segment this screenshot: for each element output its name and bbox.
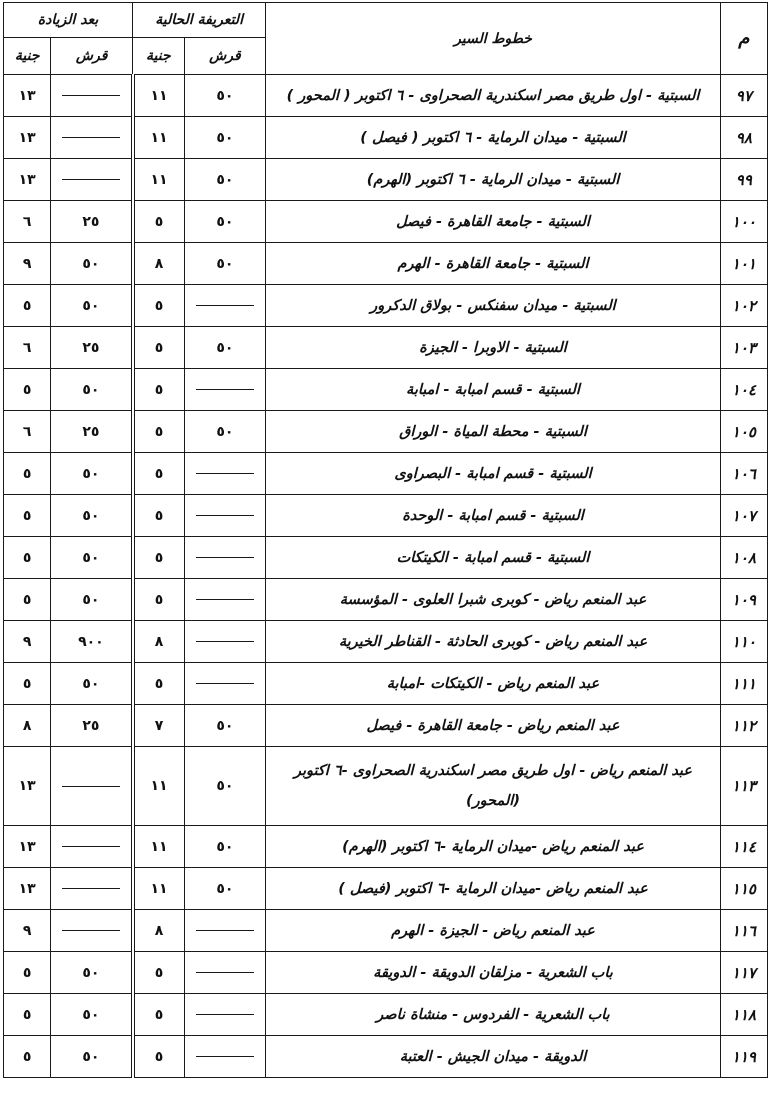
row-number: ١٠٩ xyxy=(720,579,767,621)
current-pounds: ٥ xyxy=(133,1036,185,1078)
dash-line xyxy=(196,641,254,642)
route-name: السبتية - قسم امبابة - امبابة xyxy=(266,369,721,411)
table-row xyxy=(4,1036,768,1078)
new-pounds: ٩ xyxy=(4,243,51,285)
row-number: ١٠٦ xyxy=(720,453,767,495)
dash-line xyxy=(196,473,254,474)
new-piasters xyxy=(51,117,133,159)
current-piasters: ٥٠ xyxy=(184,747,266,826)
route-name: عبد المنعم رياض - الكيتكات -امبابة xyxy=(266,663,721,705)
table-row xyxy=(4,453,768,495)
row-number: ١١٧ xyxy=(720,952,767,994)
new-pounds: ١٣ xyxy=(4,747,51,826)
new-pounds: ١٣ xyxy=(4,117,51,159)
current-pounds: ١١ xyxy=(133,826,185,868)
new-pounds: ٦ xyxy=(4,411,51,453)
table-row xyxy=(4,243,768,285)
current-piasters xyxy=(184,1036,266,1078)
dash-line xyxy=(196,599,254,600)
current-piasters xyxy=(184,663,266,705)
dash-line xyxy=(62,786,120,787)
current-pounds: ٥ xyxy=(133,663,185,705)
new-pounds: ٥ xyxy=(4,369,51,411)
table-row xyxy=(4,285,768,327)
header-current-piasters: قرش xyxy=(184,38,266,75)
new-pounds: ٥ xyxy=(4,285,51,327)
current-piasters xyxy=(184,621,266,663)
new-pounds: ٥ xyxy=(4,495,51,537)
current-piasters: ٥٠ xyxy=(184,411,266,453)
new-piasters: ٥٠ xyxy=(51,537,133,579)
current-pounds: ٥ xyxy=(133,453,185,495)
new-pounds: ٥ xyxy=(4,952,51,994)
current-piasters: ٥٠ xyxy=(184,327,266,369)
row-number: ١١٤ xyxy=(720,826,767,868)
route-name: عبد المنعم رياض - كوبرى الحادثة - القناطر الخيرية xyxy=(266,621,721,663)
table-row xyxy=(4,994,768,1036)
current-pounds: ٥ xyxy=(133,369,185,411)
table-row xyxy=(4,705,768,747)
new-pounds: ٥ xyxy=(4,537,51,579)
route-name: السبتية - محطة المياة - الوراق xyxy=(266,411,721,453)
new-piasters: ٥٠ xyxy=(51,663,133,705)
new-piasters: ٥٠ xyxy=(51,579,133,621)
current-pounds: ٥ xyxy=(133,952,185,994)
row-number: ٩٩ xyxy=(720,159,767,201)
table-row xyxy=(4,159,768,201)
new-pounds: ١٣ xyxy=(4,159,51,201)
new-pounds: ٥ xyxy=(4,453,51,495)
route-name: السبتية - قسم امبابة - الكيتكات xyxy=(266,537,721,579)
new-pounds: ١٣ xyxy=(4,826,51,868)
row-number: ٩٨ xyxy=(720,117,767,159)
header-routes: خطوط السير xyxy=(266,3,721,75)
row-number: ١٠٧ xyxy=(720,495,767,537)
dash-line xyxy=(196,683,254,684)
current-piasters: ٥٠ xyxy=(184,75,266,117)
route-name: عبد المنعم رياض -ميدان الرماية -٦ اكتوبر (فيصل ) xyxy=(266,868,721,910)
route-name: عبد المنعم رياض - الجيزة - الهرم xyxy=(266,910,721,952)
new-piasters xyxy=(51,826,133,868)
new-piasters: ٢٥ xyxy=(51,201,133,243)
route-name: باب الشعرية - مزلقان الدويقة - الدويقة xyxy=(266,952,721,994)
dash-line xyxy=(196,1014,254,1015)
current-piasters xyxy=(184,453,266,495)
route-name: السبتية - الاوبرا - الجيزة xyxy=(266,327,721,369)
row-number: ١١١ xyxy=(720,663,767,705)
route-name: باب الشعرية - الفردوس - منشاة ناصر xyxy=(266,994,721,1036)
table-row xyxy=(4,537,768,579)
table-row xyxy=(4,495,768,537)
dash-line xyxy=(196,1056,254,1057)
new-pounds: ٩ xyxy=(4,910,51,952)
new-piasters: ٥٠ xyxy=(51,453,133,495)
header-new-piasters: قرش xyxy=(51,38,133,75)
current-piasters xyxy=(184,369,266,411)
row-number: ١٠٨ xyxy=(720,537,767,579)
new-piasters xyxy=(51,910,133,952)
header-new-pounds: جنية xyxy=(4,38,51,75)
table-row xyxy=(4,579,768,621)
dash-line xyxy=(62,137,120,138)
current-piasters xyxy=(184,285,266,327)
current-pounds: ٨ xyxy=(133,243,185,285)
table-row xyxy=(4,826,768,868)
table-row xyxy=(4,868,768,910)
new-piasters: ٥٠ xyxy=(51,285,133,327)
current-pounds: ٥ xyxy=(133,994,185,1036)
dash-line xyxy=(62,179,120,180)
route-name: السبتية - اول طريق مصر اسكندرية الصحراوى - ٦ اكتوبر ( المحور ) xyxy=(266,75,721,117)
route-name: السبتية - ميدان الرماية - ٦ اكتوبر (الهرم) xyxy=(266,159,721,201)
table-row xyxy=(4,663,768,705)
new-piasters xyxy=(51,75,133,117)
table-row xyxy=(4,621,768,663)
row-number: ١٠٥ xyxy=(720,411,767,453)
route-name: الدويقة - ميدان الجيش - العتبة xyxy=(266,1036,721,1078)
new-pounds: ٨ xyxy=(4,705,51,747)
table-row xyxy=(4,411,768,453)
new-piasters: ٥٠ xyxy=(51,1036,133,1078)
header-current-pounds: جنية xyxy=(133,38,185,75)
current-piasters xyxy=(184,910,266,952)
current-pounds: ١١ xyxy=(133,868,185,910)
route-name: عبد المنعم رياض - اول طريق مصر اسكندرية الصحراوى -٦ اكتوبر (المحور) xyxy=(266,747,721,826)
new-pounds: ٥ xyxy=(4,579,51,621)
current-pounds: ٨ xyxy=(133,621,185,663)
current-pounds: ٥ xyxy=(133,327,185,369)
new-piasters: ٢٥ xyxy=(51,705,133,747)
current-pounds: ٧ xyxy=(133,705,185,747)
new-pounds: ٦ xyxy=(4,201,51,243)
route-name: عبد المنعم رياض -ميدان الرماية -٦ اكتوبر (الهرم) xyxy=(266,826,721,868)
row-number: ١١٢ xyxy=(720,705,767,747)
current-piasters: ٥٠ xyxy=(184,201,266,243)
table-row xyxy=(4,201,768,243)
row-number: ١٠١ xyxy=(720,243,767,285)
new-piasters: ٥٠ xyxy=(51,994,133,1036)
row-number: ١١٠ xyxy=(720,621,767,663)
dash-line xyxy=(196,972,254,973)
route-name: السبتية - جامعة القاهرة - فيصل xyxy=(266,201,721,243)
dash-line xyxy=(62,888,120,889)
dash-line xyxy=(62,95,120,96)
route-name: عبد المنعم رياض - كوبرى شبرا العلوى - المؤسسة xyxy=(266,579,721,621)
new-piasters: ٥٠ xyxy=(51,369,133,411)
new-piasters: ٥٠ xyxy=(51,952,133,994)
dash-line xyxy=(62,930,120,931)
current-pounds: ١١ xyxy=(133,75,185,117)
table-row xyxy=(4,910,768,952)
current-pounds: ٥ xyxy=(133,579,185,621)
new-piasters: ٥٠ xyxy=(51,243,133,285)
current-pounds: ٥ xyxy=(133,537,185,579)
new-piasters xyxy=(51,747,133,826)
header-after-increase: بعد الزيادة xyxy=(4,3,133,38)
current-pounds: ١١ xyxy=(133,117,185,159)
row-number: ١١٩ xyxy=(720,1036,767,1078)
current-piasters xyxy=(184,952,266,994)
route-name: السبتية - ميدان سفنكس - بولاق الدكرور xyxy=(266,285,721,327)
new-piasters: ٢٥ xyxy=(51,327,133,369)
fare-table xyxy=(3,2,768,1078)
new-piasters: ٢٥ xyxy=(51,411,133,453)
dash-line xyxy=(62,846,120,847)
current-pounds: ٥ xyxy=(133,495,185,537)
current-pounds: ٥ xyxy=(133,201,185,243)
current-piasters: ٥٠ xyxy=(184,705,266,747)
table-row xyxy=(4,75,768,117)
row-number: ١٠٣ xyxy=(720,327,767,369)
route-name: السبتية - ميدان الرماية - ٦ اكتوبر ( فيصل ) xyxy=(266,117,721,159)
new-pounds: ١٣ xyxy=(4,75,51,117)
new-piasters: ٩٠٠ xyxy=(51,621,133,663)
current-pounds: ٥ xyxy=(133,411,185,453)
table-row xyxy=(4,747,768,826)
dash-line xyxy=(196,930,254,931)
current-piasters xyxy=(184,537,266,579)
route-name: السبتية - جامعة القاهرة - الهرم xyxy=(266,243,721,285)
route-name: السبتية - قسم امبابة - البصراوى xyxy=(266,453,721,495)
new-piasters: ٥٠ xyxy=(51,495,133,537)
current-piasters xyxy=(184,579,266,621)
row-number: ١١٣ xyxy=(720,747,767,826)
table-row xyxy=(4,369,768,411)
route-name: السبتية - قسم امبابة - الوحدة xyxy=(266,495,721,537)
current-piasters xyxy=(184,495,266,537)
current-piasters xyxy=(184,994,266,1036)
current-pounds: ١١ xyxy=(133,747,185,826)
route-name: عبد المنعم رياض - جامعة القاهرة - فيصل xyxy=(266,705,721,747)
current-pounds: ٨ xyxy=(133,910,185,952)
current-piasters: ٥٠ xyxy=(184,868,266,910)
table-row xyxy=(4,117,768,159)
dash-line xyxy=(196,557,254,558)
new-pounds: ٩ xyxy=(4,621,51,663)
row-number: ١٠٤ xyxy=(720,369,767,411)
table-row xyxy=(4,327,768,369)
current-piasters: ٥٠ xyxy=(184,243,266,285)
row-number: ١١٨ xyxy=(720,994,767,1036)
dash-line xyxy=(196,389,254,390)
current-pounds: ١١ xyxy=(133,159,185,201)
new-piasters xyxy=(51,159,133,201)
row-number: ١٠٢ xyxy=(720,285,767,327)
row-number: ٩٧ xyxy=(720,75,767,117)
new-pounds: ١٣ xyxy=(4,868,51,910)
current-piasters: ٥٠ xyxy=(184,826,266,868)
current-piasters: ٥٠ xyxy=(184,159,266,201)
row-number: ١٠٠ xyxy=(720,201,767,243)
current-pounds: ٥ xyxy=(133,285,185,327)
new-pounds: ٥ xyxy=(4,663,51,705)
new-pounds: ٥ xyxy=(4,1036,51,1078)
new-pounds: ٦ xyxy=(4,327,51,369)
header-current-fare: التعريفة الحالية xyxy=(133,3,266,38)
dash-line xyxy=(196,305,254,306)
dash-line xyxy=(196,515,254,516)
row-number: ١١٥ xyxy=(720,868,767,910)
row-number: ١١٦ xyxy=(720,910,767,952)
table-row xyxy=(4,952,768,994)
new-pounds: ٥ xyxy=(4,994,51,1036)
current-piasters: ٥٠ xyxy=(184,117,266,159)
header-number: م xyxy=(720,3,767,75)
new-piasters xyxy=(51,868,133,910)
